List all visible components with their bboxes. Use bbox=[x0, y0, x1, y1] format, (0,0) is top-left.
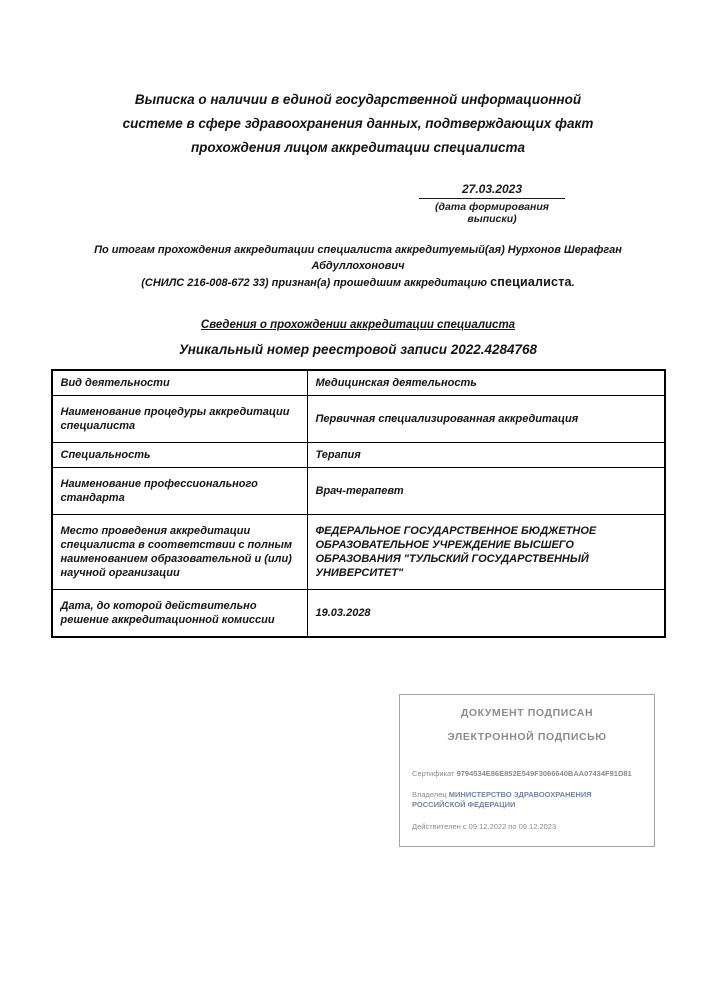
stamp-heading-line-1: ДОКУМЕНТ ПОДПИСАН bbox=[460, 707, 594, 719]
certificate-label: Сертификат bbox=[412, 769, 457, 778]
intro-line-2-prefix: (СНИЛС 216-008-672 33) признан(а) прошедшим аккредитацию bbox=[141, 277, 491, 289]
date-block-wrap bbox=[0, 182, 716, 225]
intro-paragraph bbox=[48, 242, 668, 291]
row-label: Наименование профессионального стандарта bbox=[52, 468, 308, 515]
accreditation-table bbox=[51, 369, 666, 638]
extract-date: 27.03.2023 bbox=[419, 182, 565, 199]
stamp-owner-line bbox=[412, 790, 642, 810]
table-row-activity-type bbox=[52, 370, 665, 396]
row-label: Наименование процедуры аккредитации специалиста bbox=[52, 396, 308, 443]
table-row-specialty bbox=[52, 443, 665, 468]
certificate-value: 9794534E86E852E549F3066640BAA07434F91D81 bbox=[456, 769, 632, 778]
row-value: ФЕДЕРАЛЬНОЕ ГОСУДАРСТВЕННОЕ БЮДЖЕТНОЕ ОБРАЗОВАТЕЛЬНОЕ УЧРЕЖДЕНИЕ ВЫСШЕГО ОБРАЗОВАНИЯ "ТУЛЬСКИЙ ГОСУДАРСТВЕННЫЙ УНИВЕРСИТЕТ" bbox=[307, 515, 665, 590]
stamp-heading-line-2: ЭЛЕКТРОННОЙ ПОДПИСЬЮ bbox=[447, 731, 607, 743]
intro-line-1: По итогам прохождения аккредитации специалиста аккредитуемый(ая) Нурхонов Шерафган Абдуллохонович bbox=[94, 244, 622, 272]
title-line-3: прохождения лицом аккредитации специалиста bbox=[190, 140, 526, 155]
signature-stamp-wrap bbox=[0, 694, 716, 847]
owner-label: Владелец bbox=[412, 790, 449, 799]
row-value: Первичная специализированная аккредитация bbox=[307, 396, 665, 443]
extract-date-caption: (дата формирования выписки) bbox=[435, 201, 549, 225]
table-row-professional-standard bbox=[52, 468, 665, 515]
row-label: Специальность bbox=[52, 443, 308, 468]
row-value: Медицинская деятельность bbox=[307, 370, 665, 396]
row-value: Терапия bbox=[307, 443, 665, 468]
owner-value: МИНИСТЕРСТВО ЗДРАВООХРАНЕНИЯ РОССИЙСКОЙ ФЕДЕРАЦИИ bbox=[412, 790, 592, 809]
stamp-certificate-line bbox=[412, 769, 642, 779]
row-label: Дата, до которой действительно решение аккредитационной комиссии bbox=[52, 590, 308, 638]
title-line-1: Выписка о наличии в единой государственной информационной bbox=[134, 92, 582, 107]
table-row-accreditation-place bbox=[52, 515, 665, 590]
table-row-procedure-name bbox=[52, 396, 665, 443]
electronic-signature-stamp bbox=[399, 694, 655, 847]
row-label: Место проведения аккредитации специалиста в соответствии с полным наименованием образовательной и (или) научной организации bbox=[52, 515, 308, 590]
accreditation-word: специалиста bbox=[490, 275, 572, 289]
title-line-2: системе в сфере здравоохранения данных, подтверждающих факт bbox=[122, 116, 594, 131]
section-heading: Сведения о прохождении аккредитации специалиста bbox=[200, 319, 516, 331]
registry-number: Уникальный номер реестровой записи 2022.4284768 bbox=[178, 342, 538, 357]
stamp-validity-line: Действителен с 09.12.2022 по 09.12.2023 bbox=[412, 822, 557, 831]
row-value: Врач-терапевт bbox=[307, 468, 665, 515]
row-label: Вид деятельности bbox=[52, 370, 308, 396]
intro-line-2-suffix: . bbox=[571, 277, 575, 289]
extract-date-block bbox=[419, 182, 565, 225]
table-row-valid-until-date bbox=[52, 590, 665, 638]
document-title bbox=[0, 0, 716, 160]
row-value: 19.03.2028 bbox=[307, 590, 665, 638]
